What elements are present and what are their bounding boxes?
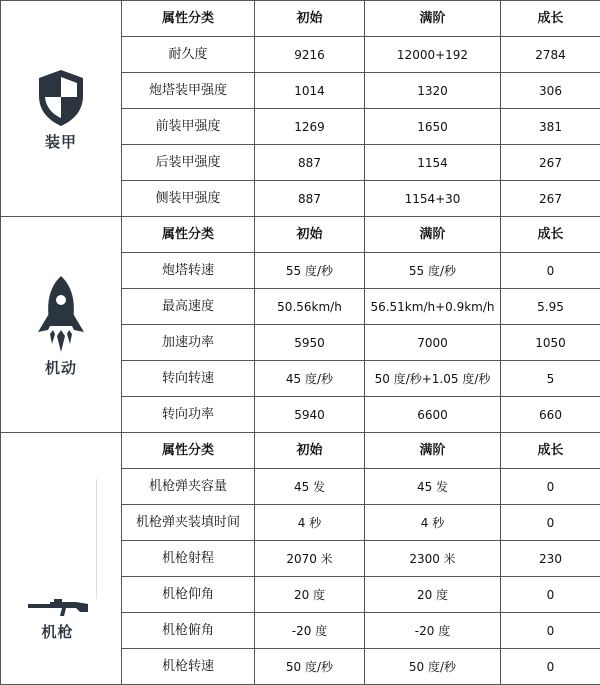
armor-category-cell bbox=[1, 1, 122, 217]
attribute-name: 机枪转速 bbox=[122, 649, 255, 685]
initial-value: 50.56km/h bbox=[255, 289, 365, 325]
max-value: 50 度/秒+1.05 度/秒 bbox=[365, 361, 501, 397]
header-max: 满阶 bbox=[365, 217, 501, 253]
attribute-name: 炮塔转速 bbox=[122, 253, 255, 289]
max-value: 2300 米 bbox=[365, 541, 501, 577]
armor-category-label: 装甲 bbox=[45, 135, 77, 149]
header-attribute: 属性分类 bbox=[122, 433, 255, 469]
machinegun-category-cell bbox=[1, 433, 122, 685]
initial-value: 50 度/秒 bbox=[255, 649, 365, 685]
max-value: 1154+30 bbox=[365, 181, 501, 217]
growth-value: 660 bbox=[501, 397, 600, 433]
initial-value: 45 度/秒 bbox=[255, 361, 365, 397]
max-value: 45 发 bbox=[365, 469, 501, 505]
attribute-name: 转向功率 bbox=[122, 397, 255, 433]
max-value: 7000 bbox=[365, 325, 501, 361]
growth-value: 0 bbox=[501, 469, 600, 505]
initial-value: 20 度 bbox=[255, 577, 365, 613]
attribute-name: 炮塔装甲强度 bbox=[122, 73, 255, 109]
initial-value: 4 秒 bbox=[255, 505, 365, 541]
max-value: 12000+192 bbox=[365, 37, 501, 73]
max-value: 6600 bbox=[365, 397, 501, 433]
attribute-name: 加速功率 bbox=[122, 325, 255, 361]
attribute-name: 最高速度 bbox=[122, 289, 255, 325]
growth-value: 267 bbox=[501, 145, 600, 181]
header-max: 满阶 bbox=[365, 433, 501, 469]
header-max: 满阶 bbox=[365, 1, 501, 37]
armor-header-row bbox=[1, 1, 600, 37]
attribute-name: 前装甲强度 bbox=[122, 109, 255, 145]
initial-value: 55 度/秒 bbox=[255, 253, 365, 289]
growth-value: 230 bbox=[501, 541, 600, 577]
initial-value: 9216 bbox=[255, 37, 365, 73]
growth-value: 306 bbox=[501, 73, 600, 109]
max-value: 1154 bbox=[365, 145, 501, 181]
header-growth: 成长 bbox=[501, 1, 600, 37]
max-value: 1650 bbox=[365, 109, 501, 145]
shield-icon bbox=[36, 68, 86, 131]
growth-value: 2784 bbox=[501, 37, 600, 73]
growth-value: 381 bbox=[501, 109, 600, 145]
initial-value: 5940 bbox=[255, 397, 365, 433]
machinegun-header-row bbox=[1, 433, 600, 469]
growth-value: 5 bbox=[501, 361, 600, 397]
max-value: 55 度/秒 bbox=[365, 253, 501, 289]
mobility-category-label: 机动 bbox=[45, 361, 77, 375]
attribute-name: 后装甲强度 bbox=[122, 145, 255, 181]
header-attribute: 属性分类 bbox=[122, 1, 255, 37]
attribute-name: 机枪射程 bbox=[122, 541, 255, 577]
growth-value: 1050 bbox=[501, 325, 600, 361]
machinegun-category-label: 机枪 bbox=[41, 625, 73, 639]
attribute-name: 机枪弹夹容量 bbox=[122, 469, 255, 505]
max-value: 50 度/秒 bbox=[365, 649, 501, 685]
growth-value: 0 bbox=[501, 649, 600, 685]
initial-value: 887 bbox=[255, 181, 365, 217]
max-value: -20 度 bbox=[365, 613, 501, 649]
initial-value: 887 bbox=[255, 145, 365, 181]
max-value: 20 度 bbox=[365, 577, 501, 613]
mobility-category-cell bbox=[1, 217, 122, 433]
attribute-name: 转向转速 bbox=[122, 361, 255, 397]
initial-value: 1269 bbox=[255, 109, 365, 145]
rocket-icon bbox=[34, 274, 88, 357]
header-growth: 成长 bbox=[501, 433, 600, 469]
header-initial: 初始 bbox=[255, 217, 365, 253]
max-value: 56.51km/h+0.9km/h bbox=[365, 289, 501, 325]
rifle-icon bbox=[26, 596, 90, 621]
growth-value: 0 bbox=[501, 613, 600, 649]
max-value: 4 秒 bbox=[365, 505, 501, 541]
attribute-name: 机枪俯角 bbox=[122, 613, 255, 649]
initial-value: 45 发 bbox=[255, 469, 365, 505]
header-initial: 初始 bbox=[255, 1, 365, 37]
header-growth: 成长 bbox=[501, 217, 600, 253]
initial-value: 5950 bbox=[255, 325, 365, 361]
growth-value: 0 bbox=[501, 505, 600, 541]
attribute-name: 耐久度 bbox=[122, 37, 255, 73]
attribute-name: 机枪仰角 bbox=[122, 577, 255, 613]
mobility-header-row bbox=[1, 217, 600, 253]
attribute-name: 机枪弹夹装填时间 bbox=[122, 505, 255, 541]
max-value: 1320 bbox=[365, 73, 501, 109]
initial-value: 2070 米 bbox=[255, 541, 365, 577]
header-initial: 初始 bbox=[255, 433, 365, 469]
initial-value: 1014 bbox=[255, 73, 365, 109]
attribute-name: 侧装甲强度 bbox=[122, 181, 255, 217]
header-attribute: 属性分类 bbox=[122, 217, 255, 253]
initial-value: -20 度 bbox=[255, 613, 365, 649]
growth-value: 5.95 bbox=[501, 289, 600, 325]
growth-value: 0 bbox=[501, 253, 600, 289]
growth-value: 267 bbox=[501, 181, 600, 217]
growth-value: 0 bbox=[501, 577, 600, 613]
